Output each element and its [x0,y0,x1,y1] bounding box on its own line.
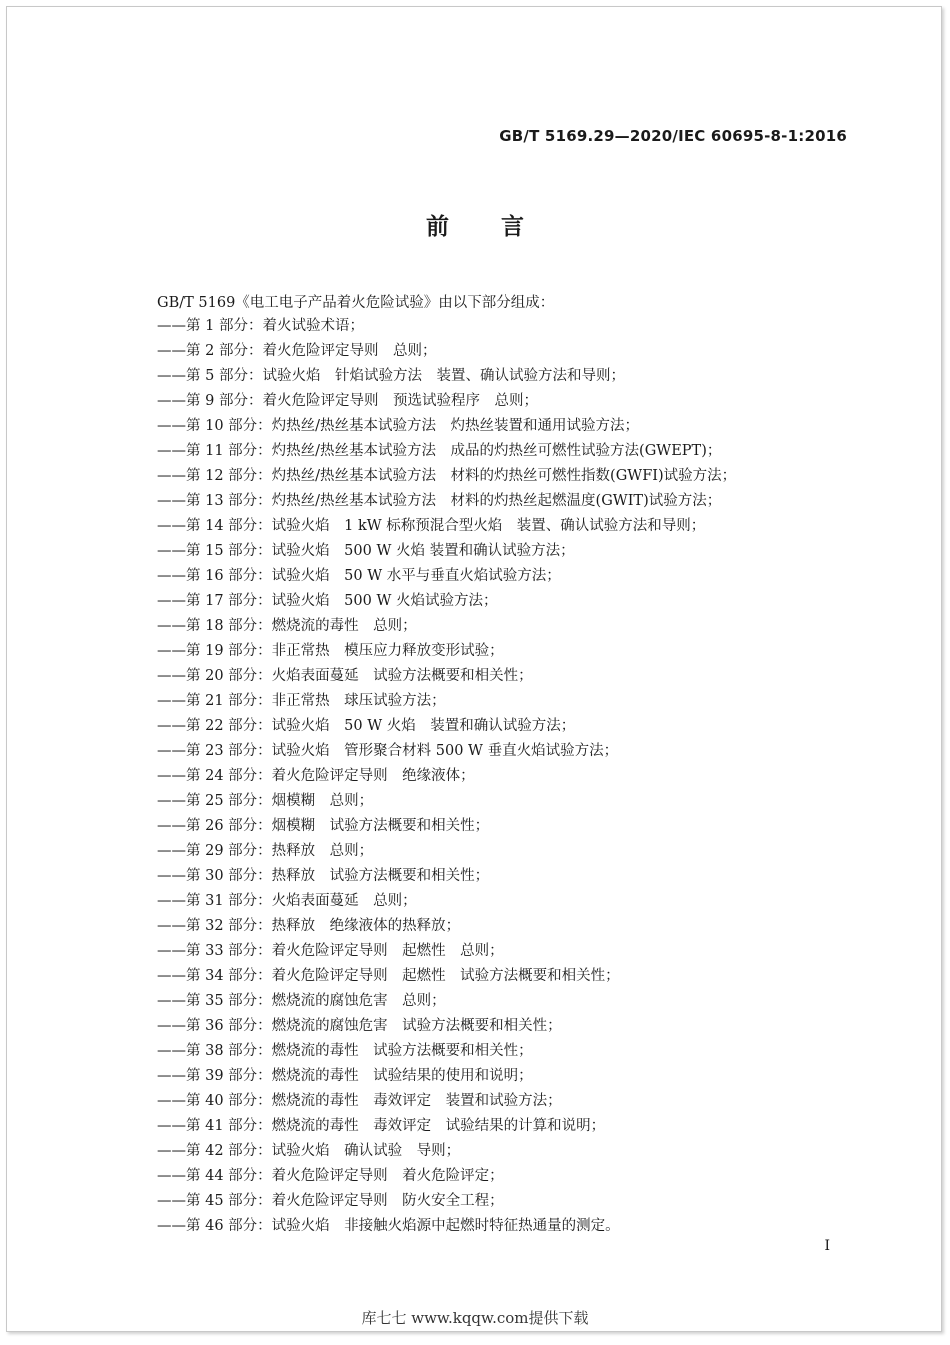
list-item: ——第 12 部分：灼热丝/热丝基本试验方法 材料的灼热丝可燃性指数(GWFI)试验方法； [157,468,737,484]
list-item: ——第 10 部分：灼热丝/热丝基本试验方法 灼热丝装置和通用试验方法； [157,418,640,434]
list-item: ——第 25 部分：烟模糊 总则； [157,793,374,809]
list-item: ——第 30 部分：热释放 试验方法概要和相关性； [157,868,490,884]
list-item: ——第 2 部分：着火危险评定导则 总则； [157,343,437,359]
list-item: ——第 14 部分：试验火焰 1 kW 标称预混合型火焰 装置、确认试验方法和导则； [157,518,706,534]
list-item: ——第 20 部分：火焰表面蔓延 试验方法概要和相关性； [157,668,533,684]
list-item: ——第 40 部分：燃烧流的毒性 毒效评定 装置和试验方法； [157,1093,562,1109]
list-item: ——第 32 部分：热释放 绝缘液体的热释放； [157,918,461,934]
list-item: ——第 35 部分：燃烧流的腐蚀危害 总则； [157,993,446,1009]
page-title: 前言 [426,214,576,240]
list-item: ——第 9 部分：着火危险评定导则 预选试验程序 总则； [157,393,538,409]
list-item: ——第 15 部分：试验火焰 500 W 火焰 装置和确认试验方法； [157,543,575,559]
list-item: ——第 24 部分：着火危险评定导则 绝缘液体； [157,768,475,784]
list-item: ——第 45 部分：着火危险评定导则 防火安全工程； [157,1193,504,1209]
list-item: ——第 26 部分：烟模糊 试验方法概要和相关性； [157,818,490,834]
footer-watermark[interactable]: 库七七 www.kqqw.com提供下载 [361,1309,589,1327]
list-item: ——第 46 部分：试验火焰 非接触火焰源中起燃时特征热通量的测定。 [157,1218,620,1234]
list-item: ——第 39 部分：燃烧流的毒性 试验结果的使用和说明； [157,1068,533,1084]
list-item: ——第 29 部分：热释放 总则； [157,843,374,859]
list-item: ——第 5 部分：试验火焰 针焰试验方法 装置、确认试验方法和导则； [157,368,625,384]
list-item: ——第 34 部分：着火危险评定导则 起燃性 试验方法概要和相关性； [157,968,620,984]
standard-code-header: GB/T 5169.29—2020/IEC 60695-8-1:2016 [499,127,847,145]
list-item: ——第 31 部分：火焰表面蔓延 总则； [157,893,417,909]
list-item: ——第 19 部分：非正常热 模压应力释放变形试验； [157,643,504,659]
list-item: ——第 1 部分：着火试验术语； [157,318,364,334]
list-item: ——第 18 部分：燃烧流的毒性 总则； [157,618,417,634]
list-item: ——第 33 部分：着火危险评定导则 起燃性 总则； [157,943,504,959]
list-item: ——第 42 部分：试验火焰 确认试验 导则； [157,1143,461,1159]
list-item: ——第 38 部分：燃烧流的毒性 试验方法概要和相关性； [157,1043,533,1059]
list-item: ——第 11 部分：灼热丝/热丝基本试验方法 成品的灼热丝可燃性试验方法(GWEPT)； [157,443,722,459]
list-item: ——第 17 部分：试验火焰 500 W 火焰试验方法； [157,593,498,609]
page-number: I [824,1238,830,1254]
parts-list [157,314,736,1239]
list-item: ——第 44 部分：着火危险评定导则 着火危险评定； [157,1168,504,1184]
list-item: ——第 16 部分：试验火焰 50 W 水平与垂直火焰试验方法； [157,568,561,584]
list-item: ——第 36 部分：燃烧流的腐蚀危害 试验方法概要和相关性； [157,1018,562,1034]
list-item: ——第 13 部分：灼热丝/热丝基本试验方法 材料的灼热丝起燃温度(GWIT)试验方法； [157,493,722,509]
list-item: ——第 41 部分：燃烧流的毒性 毒效评定 试验结果的计算和说明； [157,1118,606,1134]
list-item: ——第 23 部分：试验火焰 管形聚合材料 500 W 垂直火焰试验方法； [157,743,619,759]
list-item: ——第 22 部分：试验火焰 50 W 火焰 装置和确认试验方法； [157,718,576,734]
intro-paragraph: GB/T 5169《电工电子产品着火危险试验》由以下部分组成： [157,295,555,311]
list-item: ——第 21 部分：非正常热 球压试验方法； [157,693,446,709]
